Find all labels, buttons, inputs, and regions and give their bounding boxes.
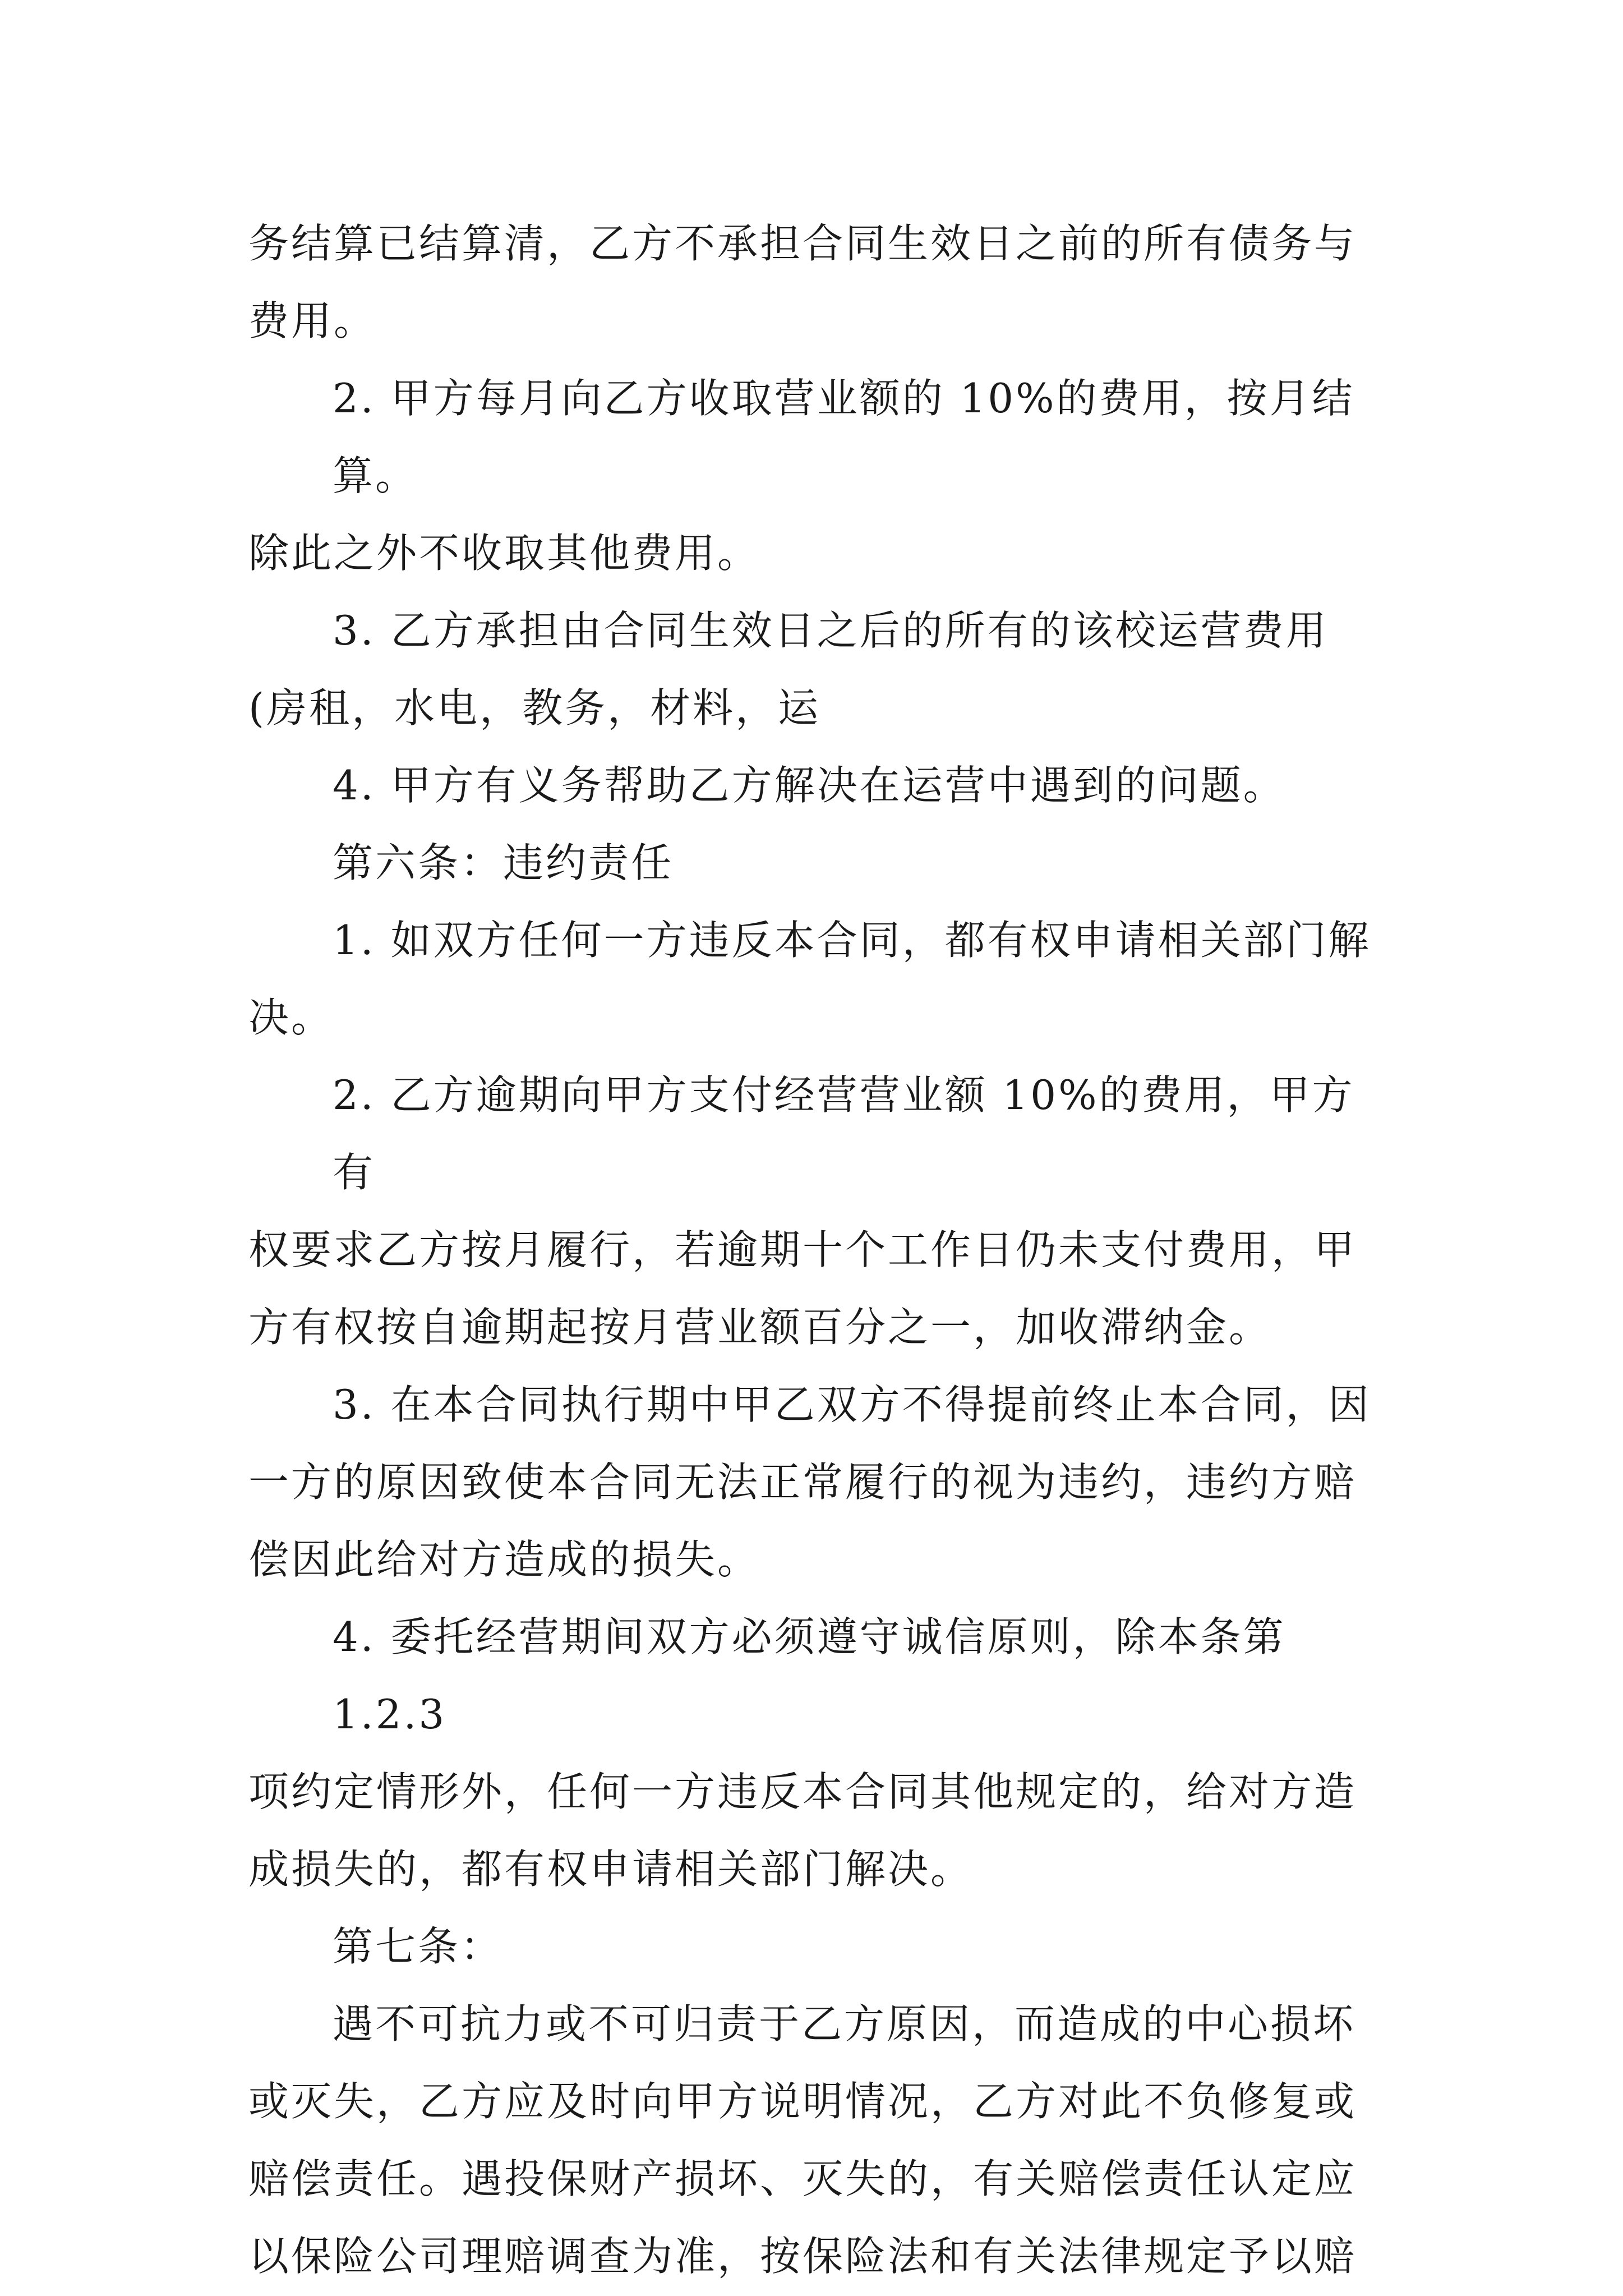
text-line: 第六条：违约责任 — [333, 839, 674, 886]
paragraph — [248, 205, 1387, 360]
text-line: 费用。 — [248, 297, 377, 344]
paragraph — [248, 901, 1387, 1056]
text-line: 成损失的，都有权申请相关部门解决。 — [248, 1846, 974, 1893]
paragraph — [248, 747, 1387, 824]
text-line: 一方的原因致使本合同无法正常履行的视为违约，违约方赔 — [248, 1458, 1357, 1506]
text-line: 赔偿责任。遇投保财产损坏、灭失的，有关赔偿责任认定应 — [248, 2155, 1357, 2202]
text-line: 4. 甲方有义务帮助乙方解决在运营中遇到的问题。 — [333, 762, 1286, 809]
text-line: 4. 委托经营期间双方必须遵守诚信原则，除本条第 1.2.3 — [333, 1613, 1301, 1738]
paragraph — [248, 1985, 1387, 2295]
paragraph — [248, 1598, 1387, 1908]
text-line: 第七条： — [333, 1923, 504, 1970]
text-line: 3. 乙方承担由合同生效日之后的所有的该校运营费用 — [333, 607, 1329, 654]
text-line: 务结算已结算清，乙方不承担合同生效日之前的所有债务与 — [248, 220, 1357, 267]
text-line: 项约定情形外，任何一方违反本合同其他规定的，给对方造 — [248, 1768, 1357, 1815]
text-line: 3. 在本合同执行期中甲乙双方不得提前终止本合同，因 — [333, 1381, 1371, 1428]
text-line: 决。 — [248, 994, 334, 1041]
document-body — [248, 205, 1387, 2295]
text-line: 遇不可抗力或不可归责于乙方原因，而造成的中心损坏 — [333, 2000, 1356, 2047]
text-line: 除此之外不收取其他费用。 — [248, 530, 760, 577]
text-line: 2. 甲方每月向乙方收取营业额的 10%的费用，按月结算。 — [333, 375, 1355, 499]
text-line: 1. 如双方任何一方违反本合同，都有权申请相关部门解 — [333, 917, 1371, 964]
paragraph — [248, 360, 1387, 592]
paragraph — [248, 1366, 1387, 1598]
text-line: 2. 乙方逾期向甲方支付经营营业额 10%的费用，甲方有 — [333, 1071, 1355, 1196]
text-line: 以保险公司理赔调查为准，按保险法和有关法律规定予以赔 — [248, 2233, 1357, 2280]
text-line: 偿因此给对方造成的损失。 — [248, 1536, 760, 1583]
text-line: 权要求乙方按月履行，若逾期十个工作日仍未支付费用，甲 — [248, 1226, 1357, 1273]
text-line: 或灭失，乙方应及时向甲方说明情况，乙方对此不负修复或 — [248, 2078, 1357, 2125]
paragraph — [248, 824, 1387, 901]
text-line: (房租，水电，教务，材料，运 — [248, 684, 821, 731]
paragraph — [248, 592, 1387, 747]
paragraph — [248, 1056, 1387, 1366]
paragraph — [248, 1908, 1387, 1985]
text-line: 方有权按自逾期起按月营业额百分之一，加收滞纳金。 — [248, 1304, 1272, 1351]
